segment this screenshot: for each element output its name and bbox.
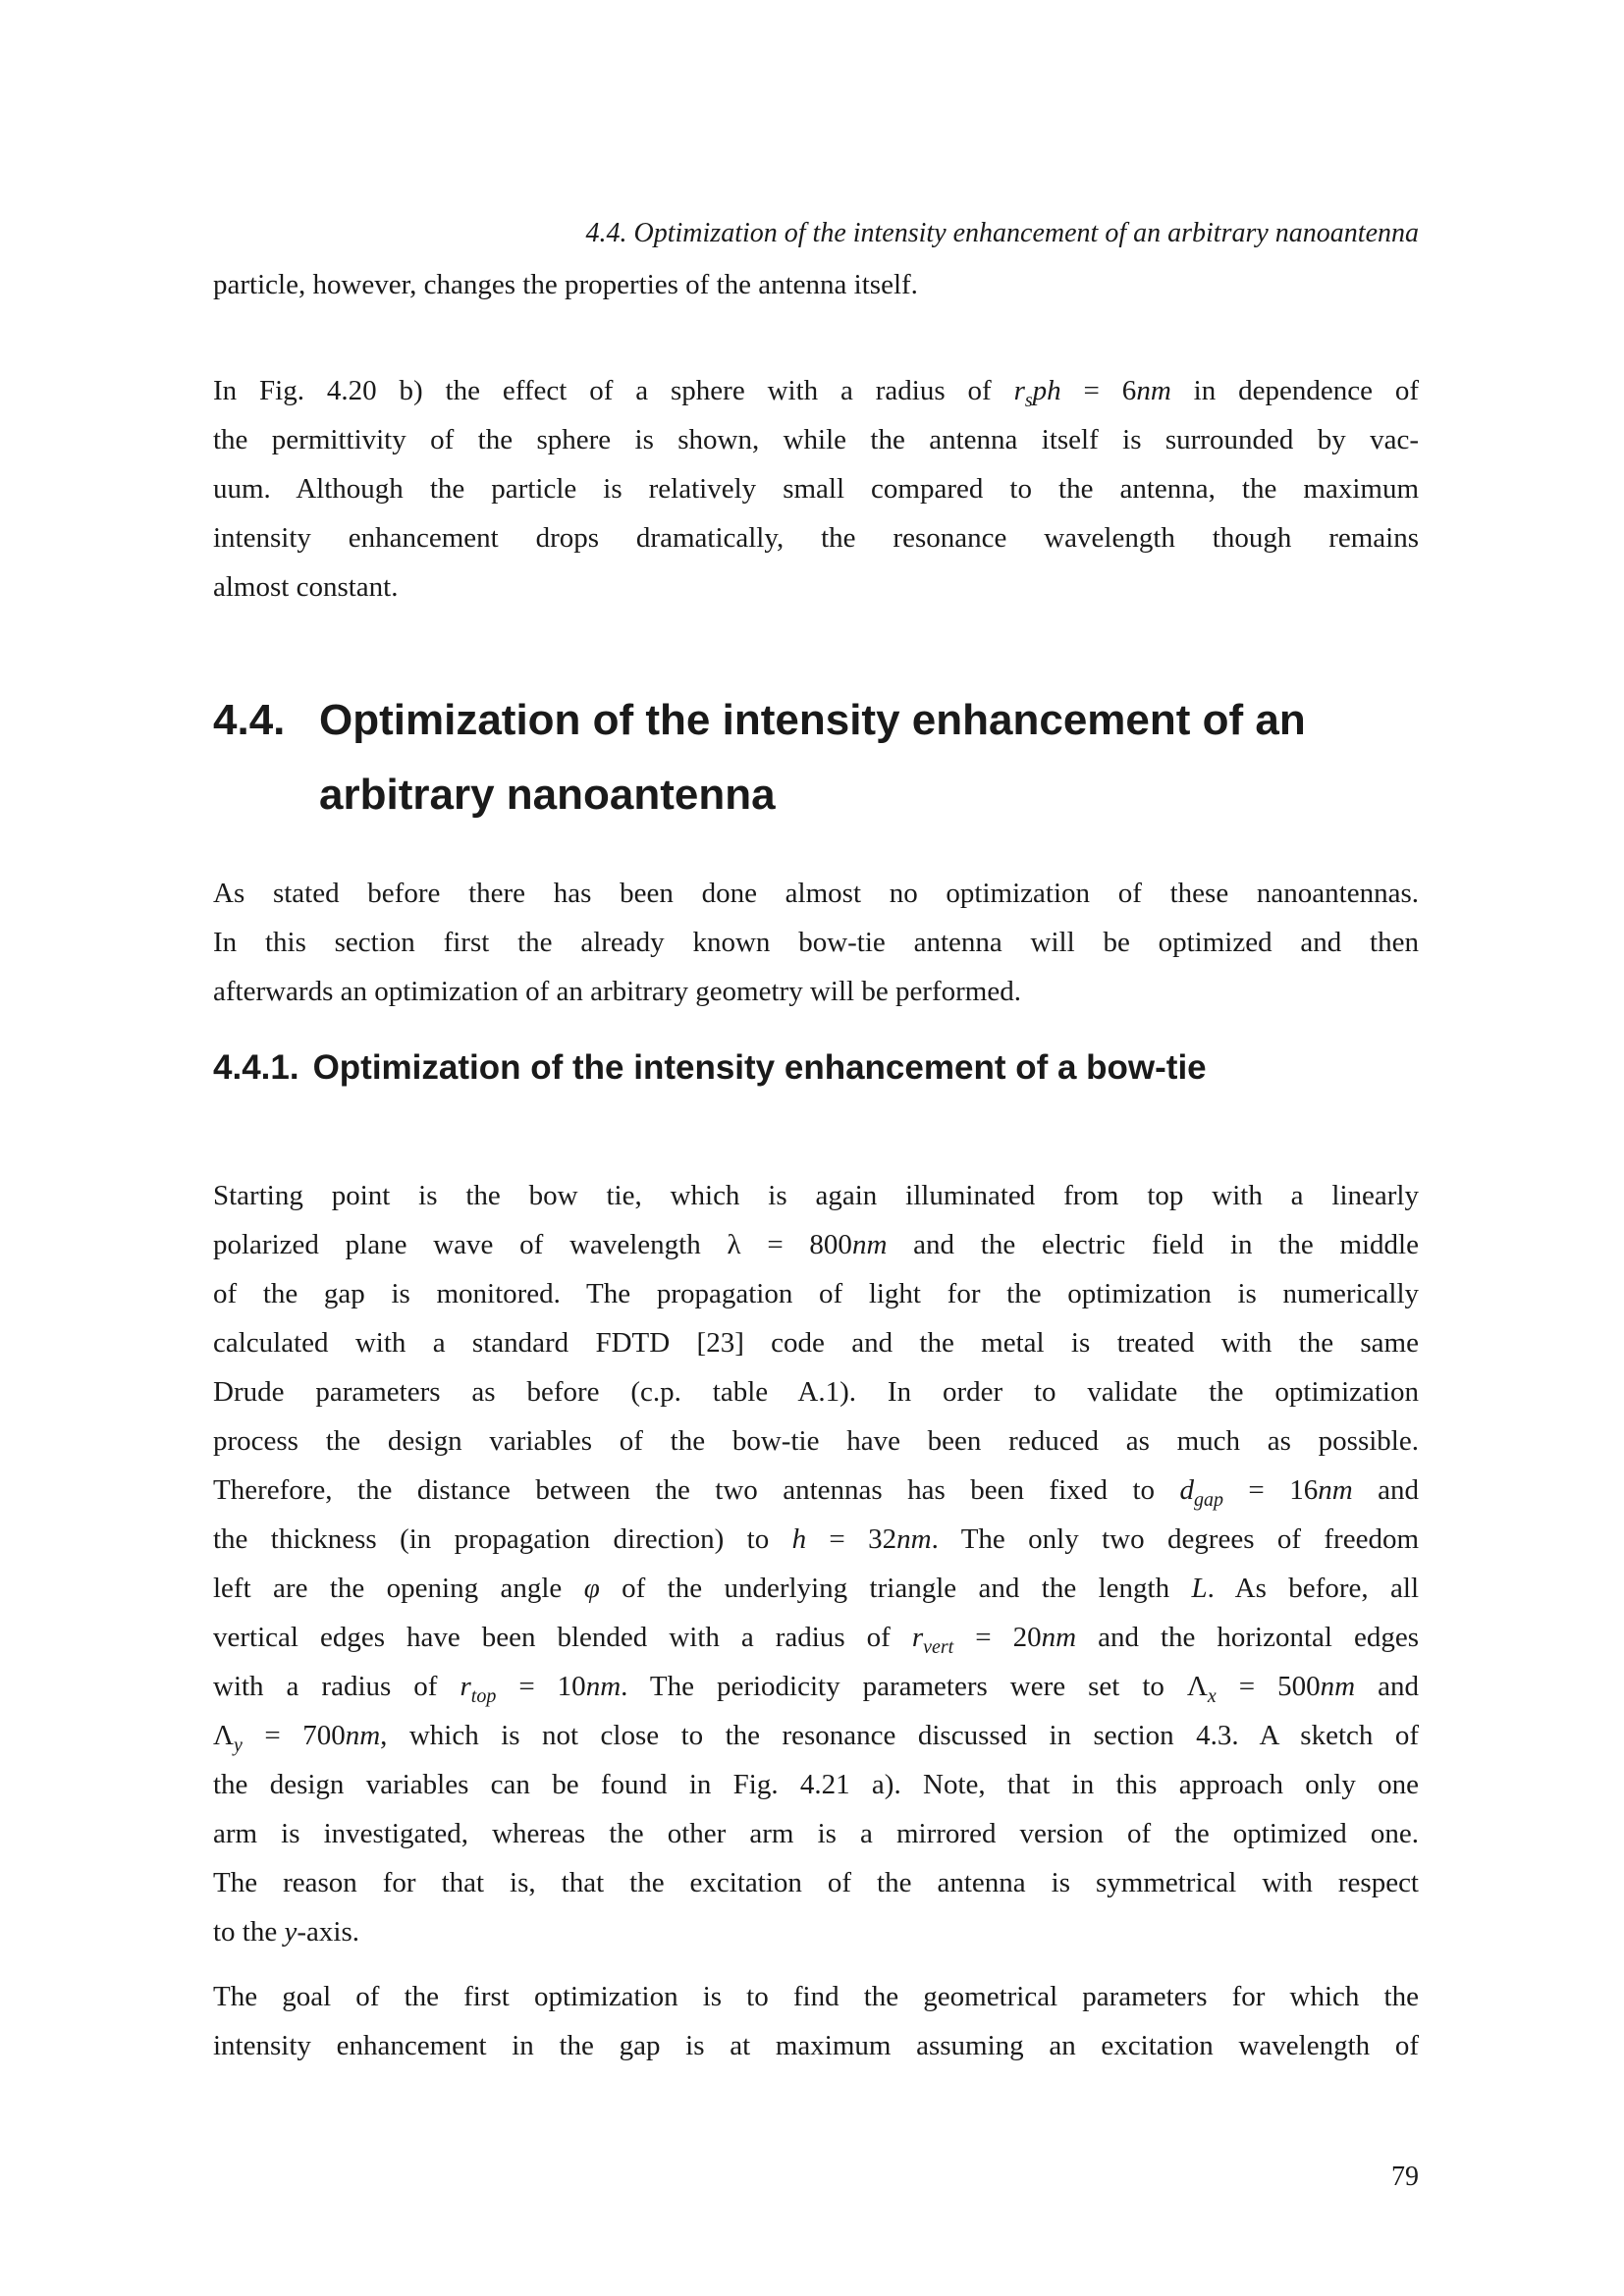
text-run: and	[1355, 1671, 1419, 1702]
subsection-heading	[213, 1043, 1419, 1093]
text-line	[213, 1171, 1419, 1220]
text-line	[213, 513, 1419, 562]
text-run: The reason for that is, that the excitation of the antenna is symmetrical with respect	[213, 1867, 1419, 1898]
text-line	[213, 1564, 1419, 1613]
section-heading	[213, 683, 1419, 832]
running-head: 4.4. Optimization of the intensity enhancement of an arbitrary nanoantenna	[585, 218, 1419, 248]
text-line	[213, 260, 1419, 309]
text-line	[213, 2021, 1419, 2070]
math-subscript: x	[1207, 1685, 1217, 1707]
text-run: = 6	[1060, 375, 1137, 406]
math-subscript: gap	[1193, 1489, 1223, 1511]
text-line	[213, 1220, 1419, 1269]
section-title-line2: arbitrary nanoantenna	[319, 771, 776, 819]
text-run: = 16	[1222, 1474, 1319, 1506]
text-run: the permittivity of the sphere is shown, while the antenna itself is surrounded by vac-	[213, 424, 1419, 455]
text-line	[213, 415, 1419, 464]
text-run: of the gap is monitored. The propagation of light for the optimization is numerically	[213, 1278, 1419, 1309]
text-run: = 32	[806, 1523, 897, 1555]
text-run: intensity enhancement drops dramatically, the resonance wavelength though remains	[213, 522, 1419, 554]
text-run: Therefore, the distance between the two antennas has been fixed to	[213, 1474, 1180, 1506]
math-symbol: nm	[1041, 1622, 1077, 1653]
text-line	[213, 1760, 1419, 1809]
text-run: particle, however, changes the properties of the antenna itself.	[213, 269, 918, 300]
text-line	[213, 869, 1419, 918]
text-run: Drude parameters as before (c.p. table A.1). In order to validate the optimization	[213, 1376, 1419, 1408]
text-run: afterwards an optimization of an arbitrary geometry will be performed.	[213, 976, 1021, 1007]
math-symbol: nm	[1136, 375, 1171, 406]
text-line	[213, 562, 1419, 612]
text-line	[213, 1809, 1419, 1858]
text-run: in dependence of	[1170, 375, 1419, 406]
math-symbol: r	[1013, 375, 1025, 406]
math-symbol: d	[1179, 1474, 1194, 1506]
text-line	[213, 464, 1419, 513]
text-line	[213, 1662, 1419, 1711]
text-run: In this section first the already known bow-tie antenna will be optimized and then	[213, 927, 1419, 958]
text-run: In Fig. 4.20 b) the effect of a sphere with a radius of	[213, 375, 1014, 406]
text-run: = 700	[242, 1720, 346, 1751]
text-run: and the horizontal edges	[1076, 1622, 1420, 1653]
text-run: Starting point is the bow tie, which is again illuminated from top with a linearly	[213, 1180, 1419, 1211]
text-line	[213, 366, 1419, 415]
math-symbol: nm	[1318, 1474, 1353, 1506]
text-line	[213, 967, 1419, 1016]
text-run: . As before, all	[1207, 1573, 1420, 1604]
paragraph-intro	[213, 869, 1419, 1016]
text-line	[213, 1515, 1419, 1564]
text-run: arm is investigated, whereas the other arm is a mirrored version of the optimized one.	[213, 1818, 1419, 1849]
text-line	[213, 1318, 1419, 1367]
text-run: calculated with a standard FDTD [23] code and the metal is treated with the same	[213, 1327, 1419, 1359]
math-subscript: vert	[923, 1636, 954, 1658]
text-run: process the design variables of the bow-tie have been reduced as much as possible.	[213, 1425, 1419, 1457]
math-symbol: h	[791, 1523, 807, 1555]
text-run: = 20	[953, 1622, 1042, 1653]
text-run: = 10	[496, 1671, 586, 1702]
math-symbol: nm	[851, 1229, 888, 1260]
text-line	[213, 1711, 1419, 1760]
text-run: As stated before there has been done almost no optimization of these nanoantennas.	[213, 878, 1419, 909]
text-run: . The periodicity parameters were set to Λ	[621, 1671, 1208, 1702]
text-run: the thickness (in propagation direction) to	[213, 1523, 792, 1555]
page-number: 79	[1391, 2162, 1419, 2192]
math-symbol: L	[1191, 1573, 1208, 1604]
text-run: polarized plane wave of wavelength λ = 800	[213, 1229, 852, 1260]
text-run: The goal of the first optimization is to find the geometrical parameters for which the	[213, 1981, 1419, 2012]
text-run: with a radius of	[213, 1671, 460, 1702]
paragraph-sphere-effect	[213, 366, 1419, 612]
math-subscript: y	[234, 1735, 243, 1756]
math-symbol: nm	[585, 1671, 622, 1702]
text-run: -axis.	[297, 1916, 359, 1948]
text-run: intensity enhancement in the gap is at maximum assuming an excitation wavelength of	[213, 2030, 1419, 2061]
text-run: the design variables can be found in Fig. 4.21 a). Note, that in this approach only one	[213, 1769, 1419, 1800]
math-symbol: nm	[1320, 1671, 1356, 1702]
text-line	[213, 1367, 1419, 1416]
paragraph-continuation	[213, 260, 1419, 309]
text-run: of the underlying triangle and the length	[599, 1573, 1192, 1604]
subsection-number: 4.4.1.	[213, 1048, 299, 1087]
math-symbol: ph	[1032, 375, 1061, 406]
math-symbol: nm	[896, 1523, 932, 1555]
text-line	[213, 1613, 1419, 1662]
text-line	[213, 1416, 1419, 1466]
text-line	[213, 1269, 1419, 1318]
text-run: and the electric field in the middle	[887, 1229, 1419, 1260]
text-line	[213, 1972, 1419, 2021]
text-run: uum. Although the particle is relatively small compared to the antenna, the maximum	[213, 473, 1419, 505]
text-run: = 500	[1216, 1671, 1321, 1702]
math-subscript: s	[1024, 390, 1033, 411]
paragraph-bowtie-setup	[213, 1171, 1419, 1956]
text-run: left are the opening angle	[213, 1573, 584, 1604]
math-symbol: φ	[583, 1573, 600, 1604]
math-symbol: r	[460, 1671, 471, 1702]
text-line	[213, 1858, 1419, 1907]
text-run: to the	[213, 1916, 285, 1948]
paragraph-goal	[213, 1972, 1419, 2070]
text-run: and	[1352, 1474, 1420, 1506]
text-run: Λ	[213, 1720, 235, 1751]
text-line	[213, 918, 1419, 967]
math-symbol: y	[284, 1916, 298, 1948]
section-title-line1: Optimization of the intensity enhancement of an	[319, 696, 1306, 744]
text-run: almost constant.	[213, 571, 399, 603]
math-subscript: top	[470, 1685, 497, 1707]
text-run: , which is not close to the resonance discussed in section 4.3. A sketch of	[380, 1720, 1419, 1751]
text-line	[213, 1466, 1419, 1515]
section-number: 4.4.	[213, 696, 286, 744]
text-run: vertical edges have been blended with a radius of	[213, 1622, 912, 1653]
text-line	[213, 1907, 1419, 1956]
text-run: . The only two degrees of freedom	[931, 1523, 1419, 1555]
subsection-title: Optimization of the intensity enhancement of a bow-tie	[312, 1048, 1207, 1087]
math-symbol: nm	[345, 1720, 381, 1751]
math-symbol: r	[911, 1622, 924, 1653]
